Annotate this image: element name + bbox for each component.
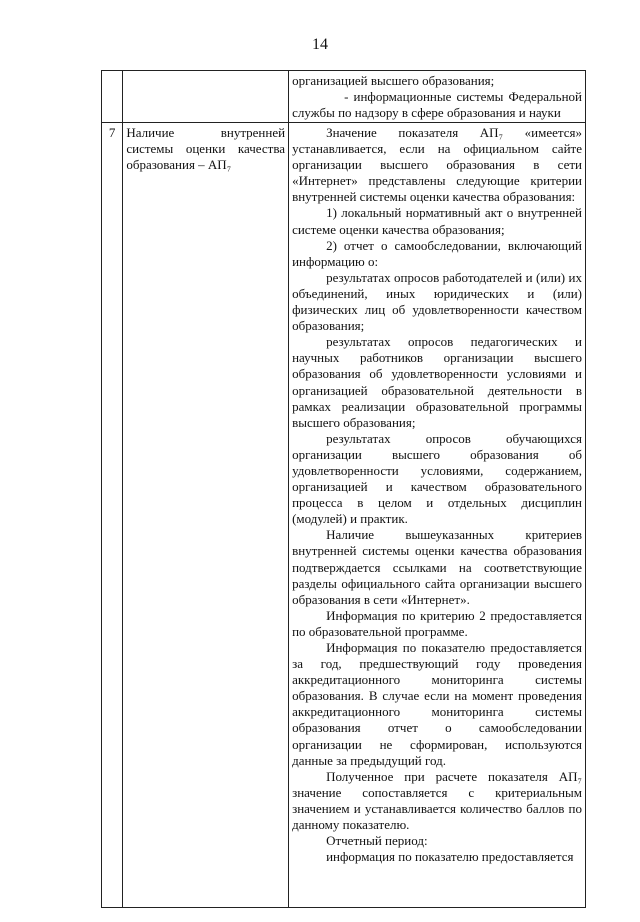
row-number-cell [102,71,123,123]
description-paragraph: 1) локальный нормативный акт о внутренней системе оценки качества образования; [292,205,582,237]
description-paragraph: Наличие вышеуказанных критериев внутренней системы оценки качества образования подтверждается ссылками на соответствующие разделы официального сайта организации высшего образования в сети «Интернет». [292,527,582,607]
description-paragraph: результатах опросов работодателей и (или) их объединений, иных юридических и (или) физических лиц об удовлетворенности качеством образования; [292,269,582,334]
description-cell [289,71,586,123]
description-paragraph: Полученное при расчете показателя АП₇ значение сопоставляется с критериальным значением и устанавливается количество баллов по данному показателю. [292,768,582,833]
description-paragraph: результатах опросов педагогических и научных работников организации высшего образования об удовлетворенности условиями и организацией образовательной деятельности в рамках реализации образовательной программы высшего образования; [292,334,582,430]
description-paragraph: Информация по критерию 2 предоставляется по образовательной программе. [292,607,582,639]
indicator-name: Наличие внутренней системы оценки качества образования – АП₇ [126,125,286,173]
criteria-table [101,70,586,908]
description-paragraph: - информационные системы Федеральной службы по надзору в сфере образования и науки [292,89,582,121]
description-paragraph: результатах опросов обучающихся организации высшего образования об удовлетворенности условиями, содержанием, организацией и качеством образовательного процесса в целом и отдельных дисциплин (модулей) и практик. [292,430,582,527]
table-row [102,71,586,123]
table-row [102,123,586,908]
description-paragraph: 2) отчет о самообследовании, включающий информацию о: [292,237,582,269]
indicator-name-cell [123,71,289,123]
description-paragraph: информация по показателю предоставляется [326,849,574,865]
description-cell [289,123,586,908]
description-paragraph: Информация по показателю предоставляется за год, предшествующий году проведения аккредитационного мониторинга системы образования. В случае если на момент проведения аккредитационного мониторинга системы образования отчет о самообследовании организации не сформирован, используются данные за предыдущий год. [292,640,582,768]
description-paragraph: Значение показателя АП₇ «имеется» устанавливается, если на официальном сайте организации высшего образования в сети «Интернет» представлены следующие критерии внутренней системы оценки качества образования: [292,125,582,205]
page-number: 14 [312,36,328,53]
row-number-cell: 7 [102,123,123,908]
description-paragraph: организацией высшего образования; [292,73,495,88]
indicator-name-cell [123,123,289,908]
description-paragraph: Отчетный период: [326,833,428,849]
